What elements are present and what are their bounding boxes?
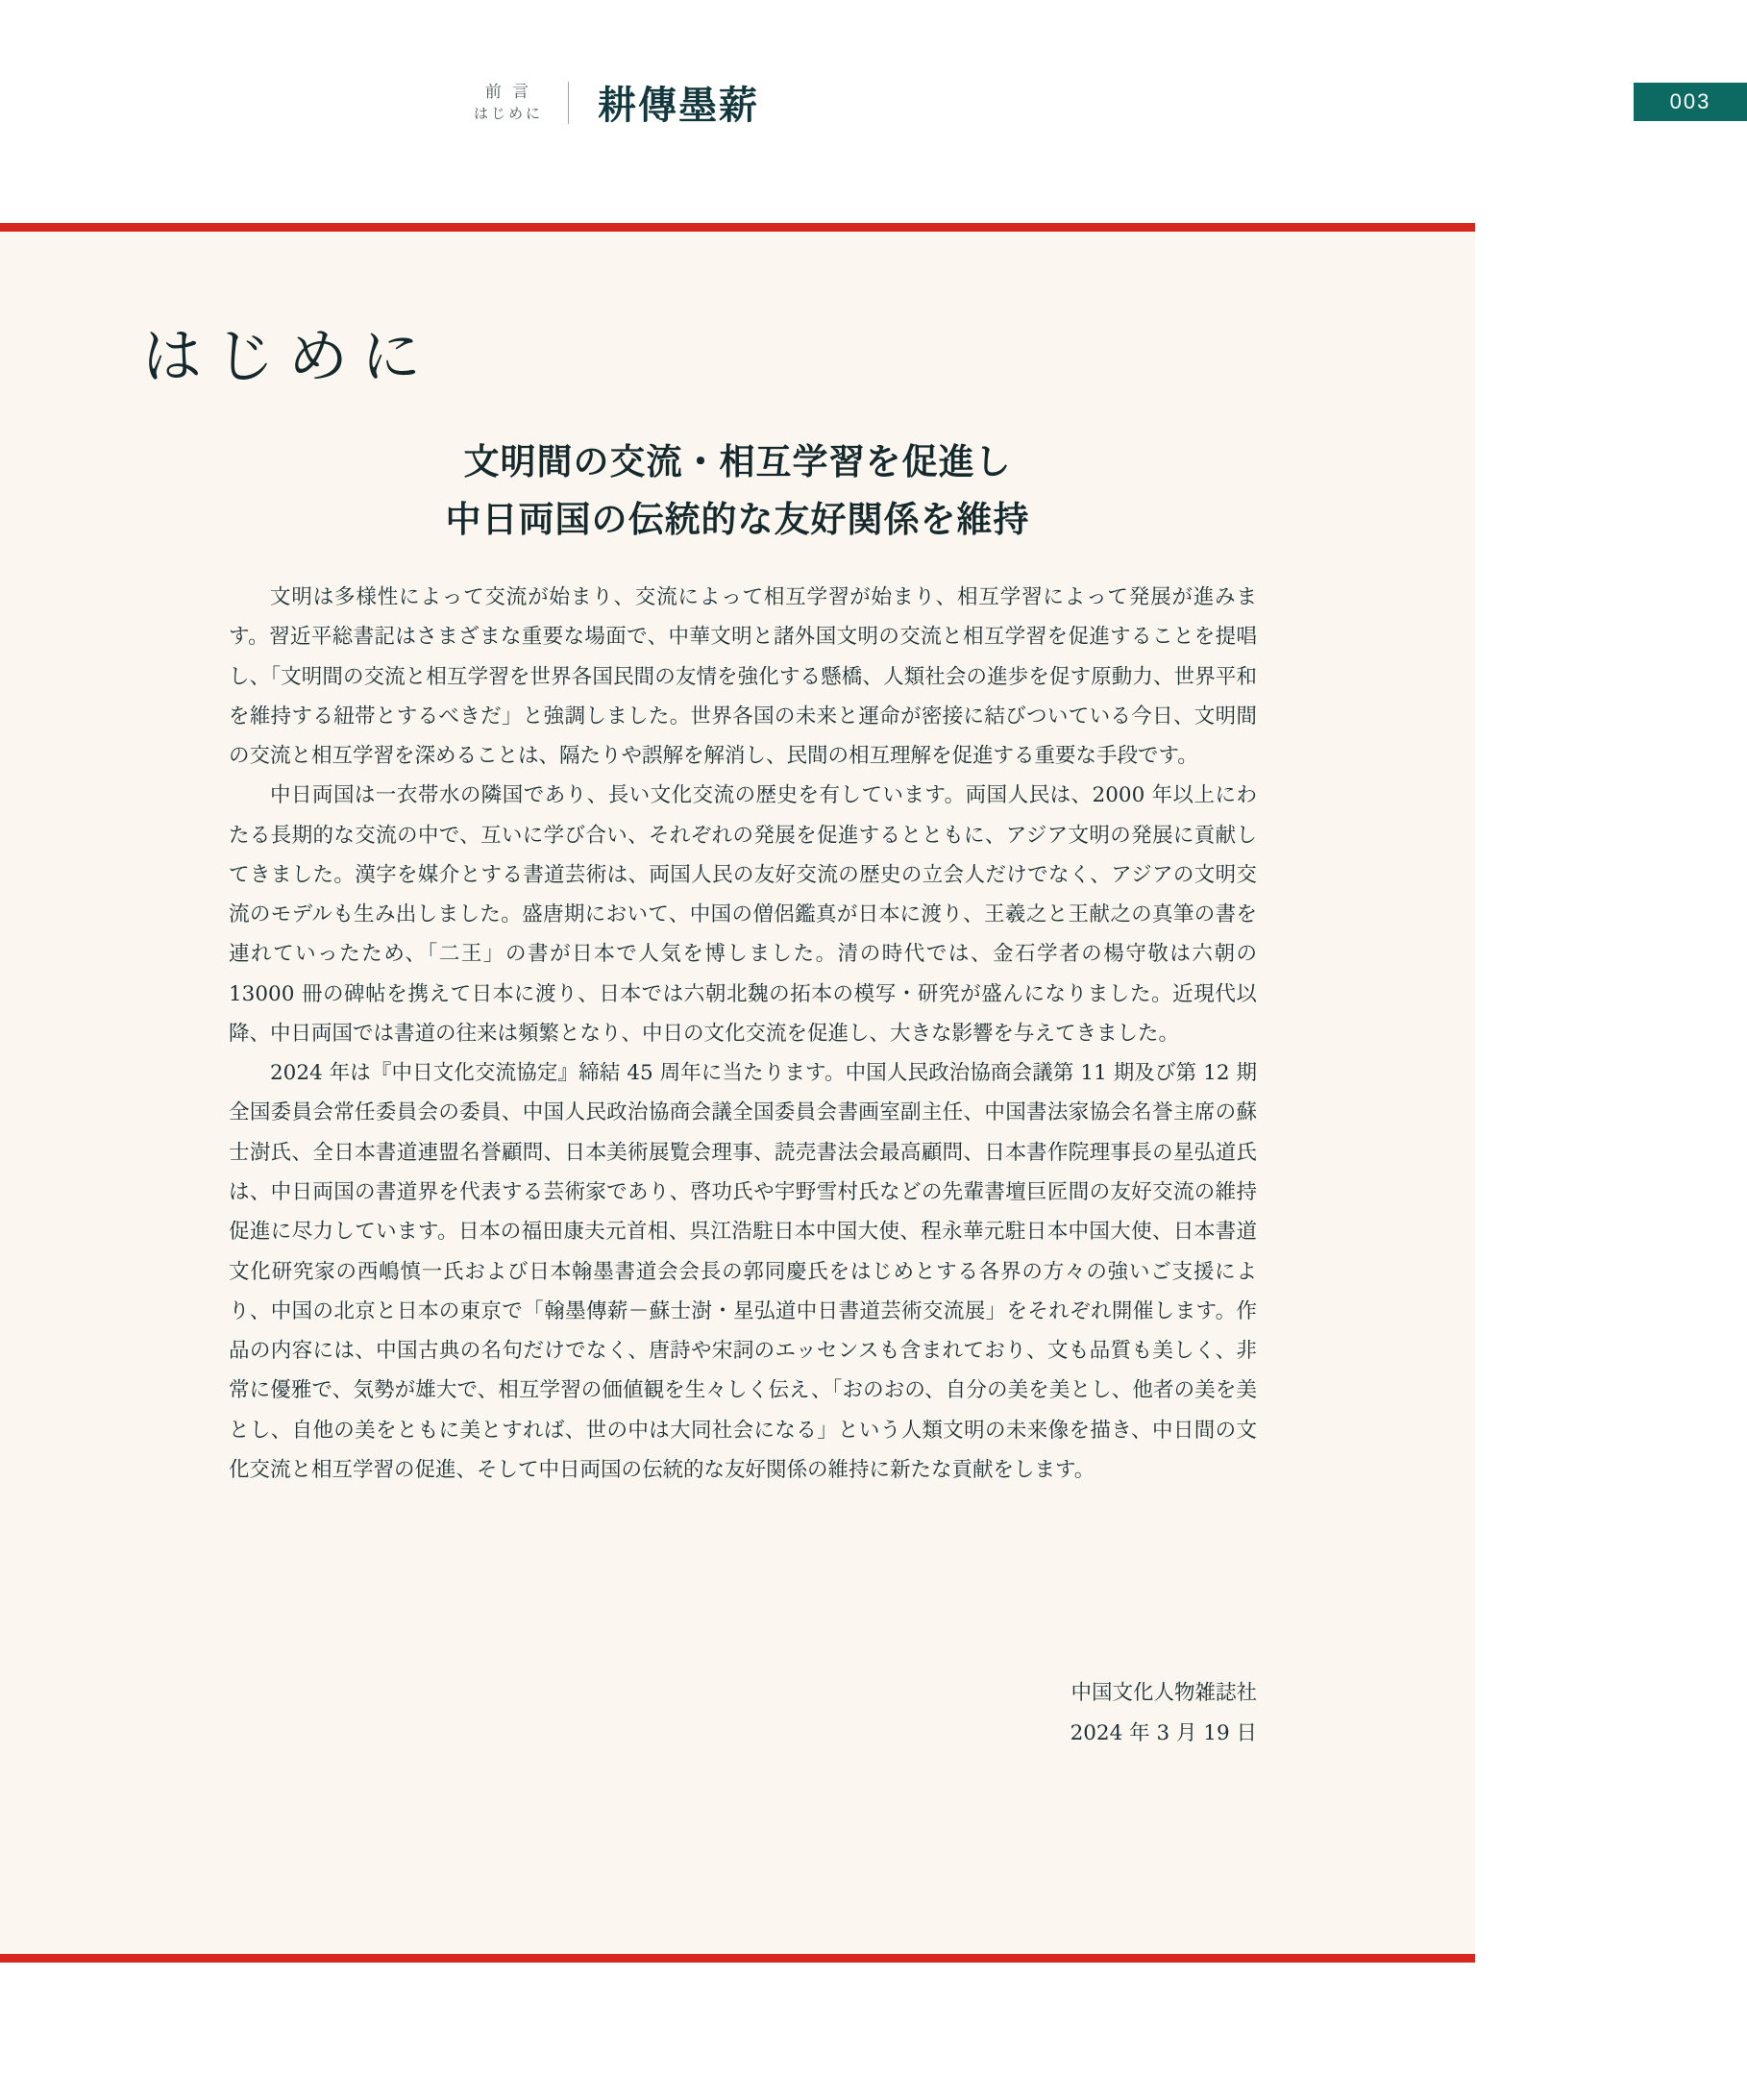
signature-block bbox=[229, 1673, 1257, 1754]
signature-date: 2024 年 3 月 19 日 bbox=[1070, 1720, 1257, 1745]
running-head-labels bbox=[474, 82, 568, 123]
paragraph-2: 中日両国は一衣帯水の隣国であり、長い文化交流の歴史を有しています。両国人民は、2000 年以上にわたる長期的な交流の中で、互いに学び合い、それぞれの発展を促進するとともに、アジア文明の発展に貢献してきました。漢字を媒介とする書道芸術は、両国人民の友好交流の歴史の立会人だけでなく、アジアの文明交流のモデルも生み出しました。盛唐期において、中国の僧侶鑑真が日本に渡り、王羲之と王献之の真筆の書を連れていったため、「二王」の書が日本で人気を博しました。清の時代では、金石学者の楊守敬は六朝の 13000 冊の碑帖を携えて日本に渡り、日本では六朝北魏の拓本の模写・研究が盛んになりました。近現代以降、中日両国では書道の往来は頻繁となり、中日の文化交流を促進し、大きな影響を与えてきました。 bbox=[229, 783, 1257, 1046]
page-title: はじめに bbox=[142, 321, 435, 391]
brand-title: 耕傳墨薪 bbox=[598, 83, 759, 128]
paragraph-1: 文明は多様性によって交流が始まり、交流によって相互学習が始まり、相互学習によって発展が進みます。習近平総書記はさまざまな重要な場面で、中華文明と諸外国文明の交流と相互学習を促進することを提唱し、「文明間の交流と相互学習を世界各国民間の友情を強化する懸橋、人類社会の進歩を促す原動力、世界平和を維持する紐帯とするべきだ」と強調しました。世界各国の未来と運命が密接に結びついている今日、文明間の交流と相互学習を深めることは、隔たりや誤解を解消し、民間の相互理解を促進する重要な手段です。 bbox=[229, 585, 1257, 769]
page-header bbox=[0, 0, 1711, 223]
content-panel-inner bbox=[0, 232, 1475, 1954]
headline bbox=[0, 433, 1475, 549]
content-panel bbox=[0, 223, 1475, 1963]
body-copy bbox=[229, 578, 1257, 1490]
headline-line-1: 文明間の交流・相互学習を促進し bbox=[463, 440, 1012, 482]
paragraph-3: 2024 年は『中日文化交流協定』締結 45 周年に当たります。中国人民政治協商会議第 11 期及び第 12 期全国委員会常任委員会の委員、中国人民政治協商会議全国委員会書画室副主任、中国書法家協会名誉主席の蘇士澍氏、全日本書道連盟名誉顧問、日本美術展覧会理事、読売書法会最高顧問、日本書作院理事長の星弘道氏は、中日両国の書道界を代表する芸術家であり、啓功氏や宇野雪村氏などの先輩書壇巨匠間の友好交流の維持促進に尽力しています。日本の福田康夫元首相、呉江浩駐日本中国大使、程永華元駐日本中国大使、日本書道文化研究家の西嶋慎一氏および日本翰墨書道会会長の郭同慶氏をはじめとする各界の方々の強いご支援により、中国の北京と日本の東京で「翰墨傳薪－蘇士澍・星弘道中日書道芸術交流展」をそれぞれ開催します。作品の内容には、中国古典の名句だけでなく、唐詩や宋詞のエッセンスも含まれており、文も品質も美しく、非常に優雅で、気勢が雄大で、相互学習の価値観を生々しく伝え、「おのおの、自分の美を美とし、他者の美を美とし、自他の美をともに美とすれば、世の中は大同社会になる」という人類文明の未来像を描き、中日間の文化交流と相互学習の促進、そして中日両国の伝統的な友好関係の維持に新たな貢献をします。 bbox=[229, 1061, 1257, 1482]
signature-organization: 中国文化人物雑誌社 bbox=[1070, 1681, 1257, 1705]
page-number-badge: 003 bbox=[1634, 83, 1747, 121]
headline-line-2: 中日両国の伝統的な友好関係を維持 bbox=[445, 497, 1030, 540]
running-head-japanese: はじめに bbox=[473, 104, 543, 122]
footer-space bbox=[0, 1963, 1475, 2100]
running-head bbox=[474, 75, 759, 130]
running-head-chinese: 前 言 bbox=[484, 82, 532, 102]
